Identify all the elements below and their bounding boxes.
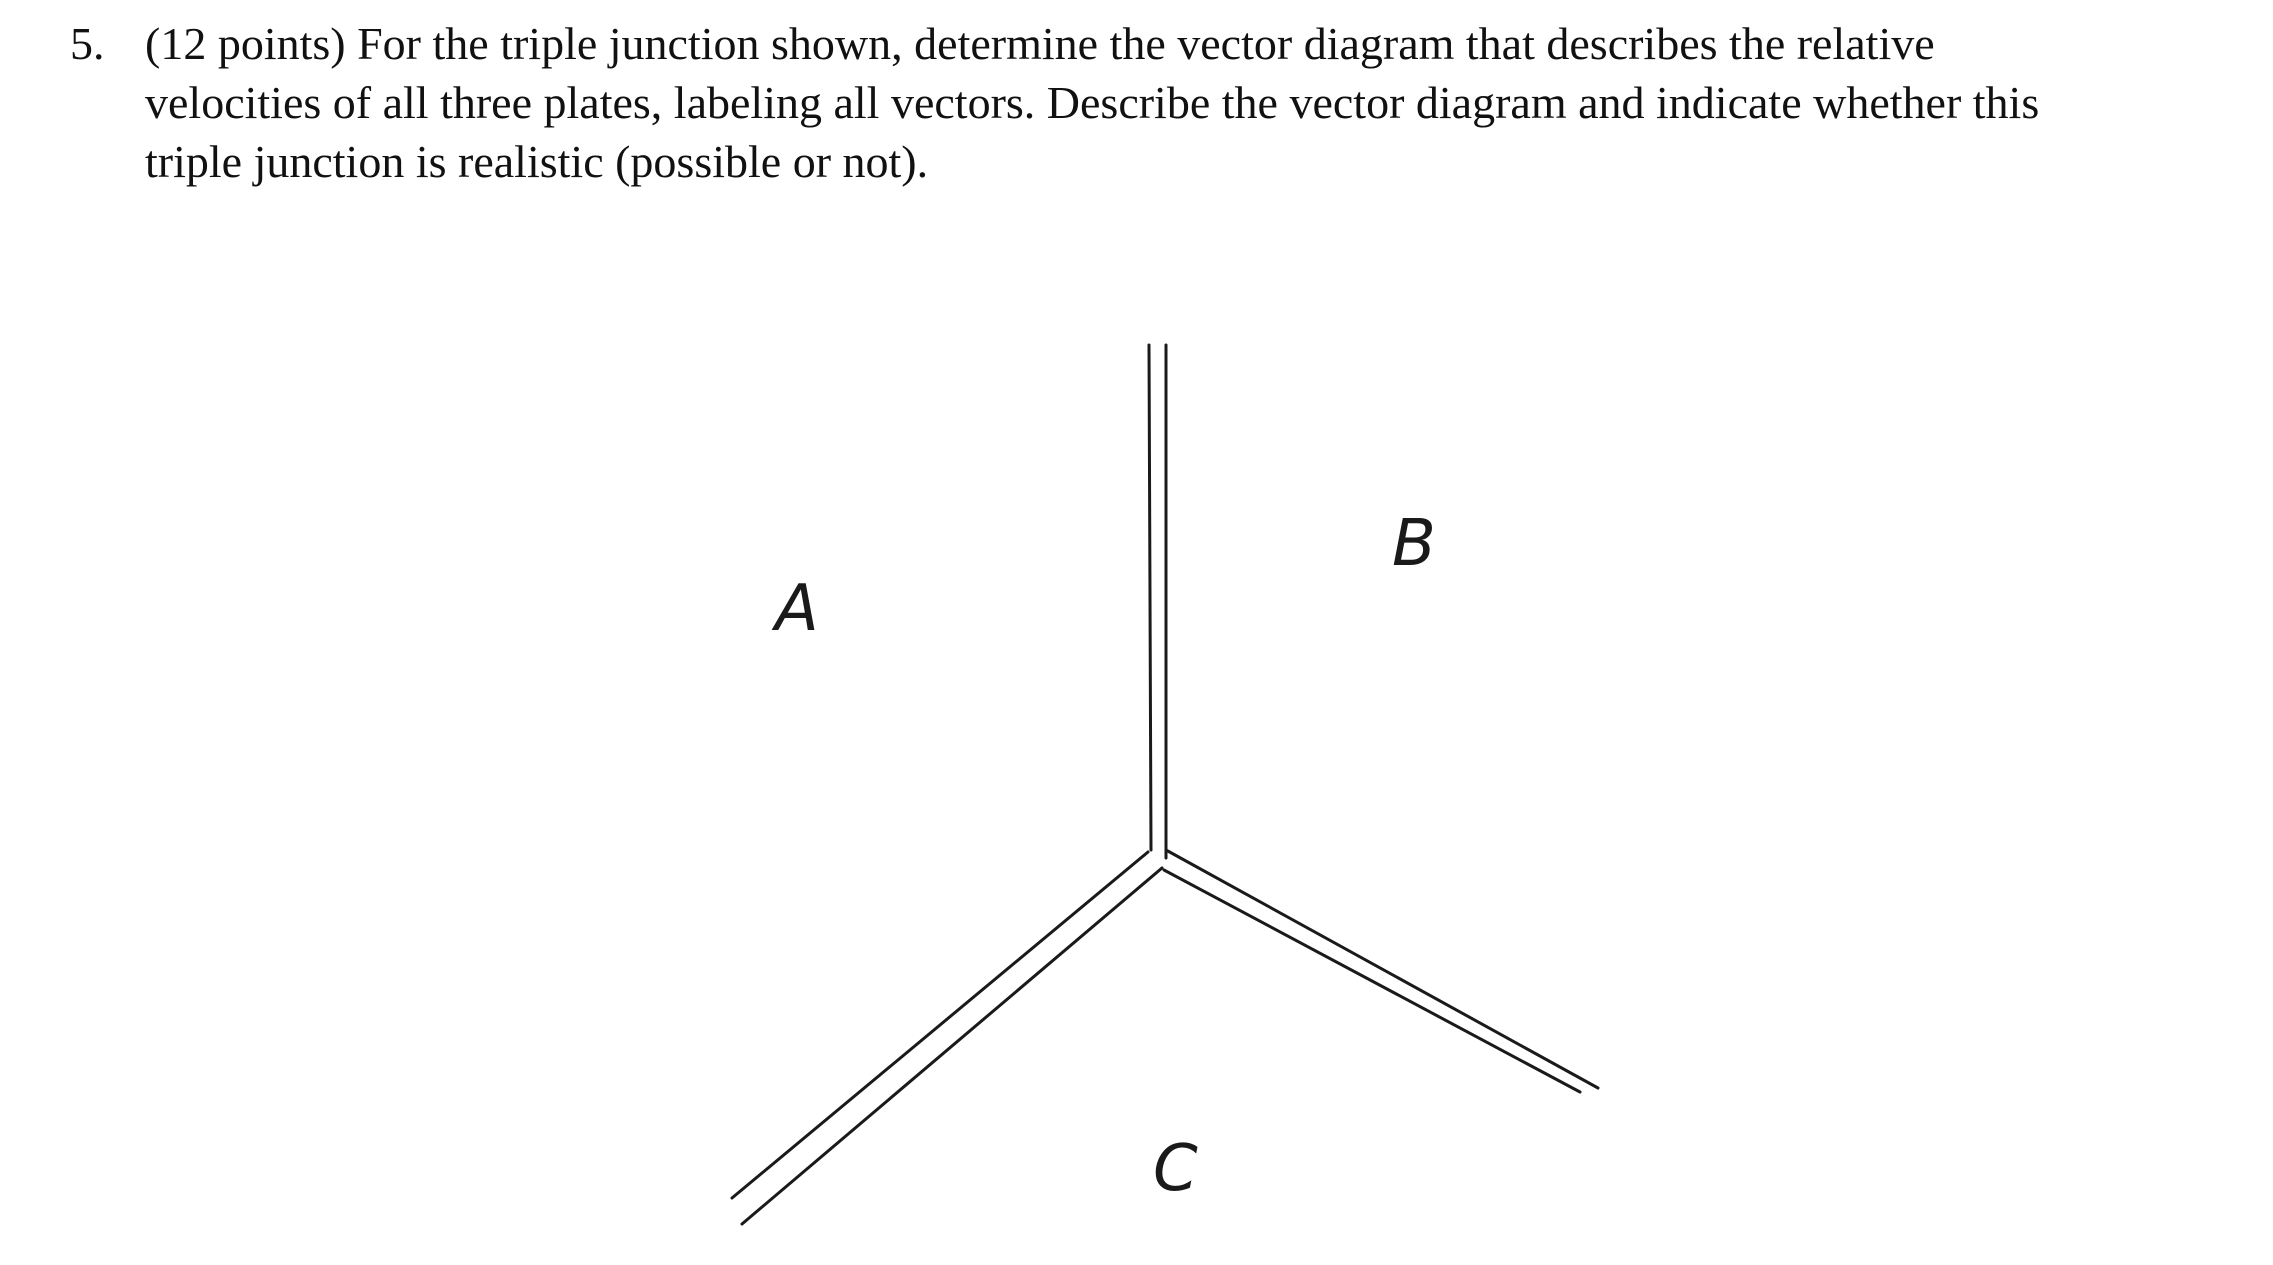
plate-label-b: B	[1392, 507, 1436, 581]
question-number: 5.	[70, 18, 105, 69]
boundary-southeast	[1164, 850, 1598, 1092]
question-text-line-3: triple junction is realistic (possible or not).	[145, 136, 929, 187]
boundary-southwest	[732, 852, 1162, 1224]
question-text-line-2: velocities of all three plates, labeling all vectors. Describe the vector diagram and indicate whether this	[145, 77, 2040, 128]
plate-label-a: A	[775, 572, 819, 646]
boundary-north	[1149, 345, 1166, 858]
plate-label-c: C	[1153, 1132, 1198, 1206]
question-text-line-1: (12 points) For the triple junction shown, determine the vector diagram that describes the relative	[145, 18, 1935, 69]
